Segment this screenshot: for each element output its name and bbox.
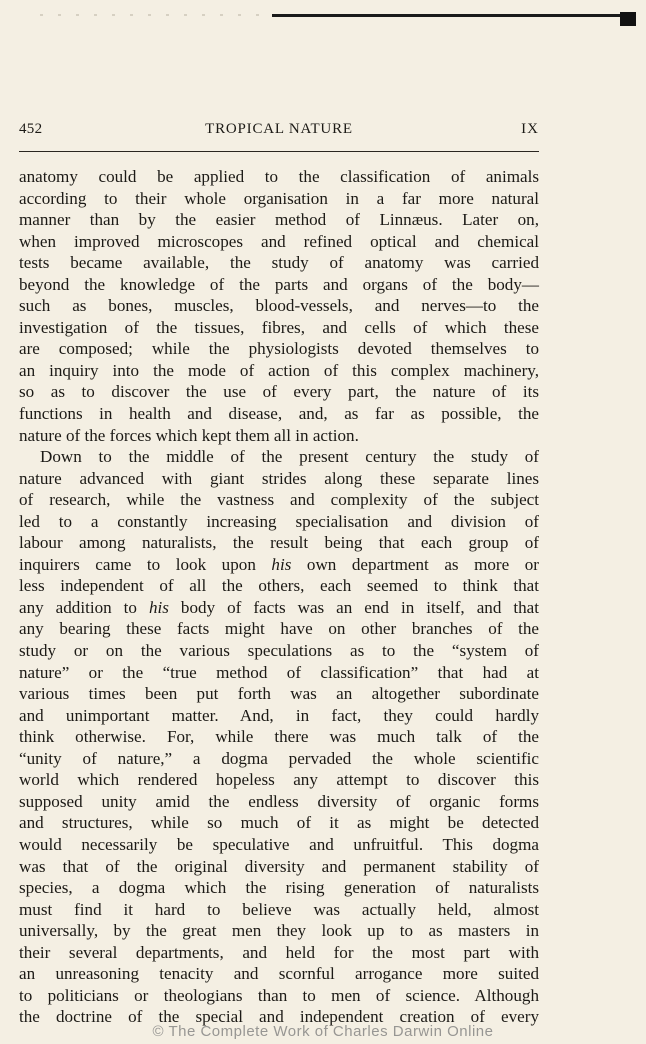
text-line: must find it hard to believe was actually held, almost: [19, 899, 539, 919]
text-line: to politicians or theologians than to men of science. Although: [19, 985, 539, 1005]
text-line: study or on the various speculations as to the “system of: [19, 641, 539, 661]
text-line: nature of the forces which kept them all in action.: [19, 425, 359, 445]
text-line: think otherwise. For, while there was much talk of the: [19, 727, 539, 747]
top-scan-rule-end: [620, 12, 636, 26]
text-line: “unity of nature,” a dogma pervaded the whole scientific: [19, 748, 539, 768]
text-segment: own department as more or: [291, 554, 539, 574]
text-line: [19, 554, 539, 576]
text-line: so as to discover the use of every part, the nature of its: [19, 382, 539, 402]
text-line: Down to the middle of the present century the study of: [40, 447, 539, 467]
text-line: an unreasoning tenacity and scornful arrogance more suited: [19, 964, 539, 984]
text-line: universally, by the great men they look up to as masters in: [19, 921, 539, 941]
emphasis: his: [271, 554, 292, 574]
text-line: various times been put forth was an altogether subordinate: [19, 684, 539, 704]
header-rule: [19, 151, 539, 152]
text-line: manner than by the easier method of Linnæus. Later on,: [19, 210, 539, 230]
text-line: world which rendered hopeless any attempt to discover this: [19, 770, 539, 790]
text-line: are composed; while the physiologists devoted themselves to: [19, 339, 539, 359]
chapter-number: IX: [521, 121, 539, 137]
text-line: was that of the original diversity and permanent stability of: [19, 856, 539, 876]
text-line: nature” or the “true method of classification” that had at: [19, 662, 539, 682]
text-line: supposed unity amid the endless diversity of organic forms: [19, 791, 539, 811]
text-line: their several departments, and held for the most part with: [19, 942, 539, 962]
text-line: anatomy could be applied to the classification of animals: [19, 167, 539, 186]
text-line: would necessarily be speculative and unfruitful. This dogma: [19, 834, 539, 854]
text-segment: any addition to: [19, 597, 149, 617]
text-line: led to a constantly increasing specialisation and division of: [19, 511, 539, 531]
text-line: and unimportant matter. And, in fact, they could hardly: [19, 705, 539, 725]
text-line: less independent of all the others, each seemed to think that: [19, 576, 539, 596]
text-line: species, a dogma which the rising generation of naturalists: [19, 878, 539, 898]
text-line: any bearing these facts might have on other branches of the: [19, 619, 539, 639]
emphasis: his: [148, 597, 169, 617]
text-segment: body of facts was an end in itself, and that: [168, 597, 540, 617]
page-number: 452: [19, 121, 43, 137]
text-line: functions in health and disease, and, as far as possible, the: [19, 404, 539, 424]
text-line: investigation of the tissues, fibres, and cells of which these: [19, 317, 539, 337]
top-scan-rule: [272, 14, 636, 17]
text-segment: inquirers came to look upon: [19, 554, 272, 574]
text-line: nature advanced with giant strides along these separate lines: [19, 468, 539, 488]
page-header: [19, 121, 539, 141]
text-line: an inquiry into the mode of action of this complex machinery,: [19, 360, 539, 380]
text-line: of research, while the vastness and complexity of the subject: [19, 490, 539, 510]
text-line: and structures, while so much of it as might be detected: [19, 813, 539, 833]
watermark: © The Complete Work of Charles Darwin Online: [152, 1023, 494, 1040]
text-line: tests became available, the study of anatomy was carried: [19, 253, 539, 273]
text-line: beyond the knowledge of the parts and organs of the body—: [19, 274, 539, 294]
text-line: when improved microscopes and refined optical and chemical: [19, 231, 539, 251]
running-title: TROPICAL NATURE: [205, 121, 353, 137]
text-line: the doctrine of the special and independent creation of every: [19, 1007, 539, 1027]
text-line: labour among naturalists, the result being that each group of: [19, 533, 539, 553]
text-line: according to their whole organisation in a far more natural: [19, 188, 539, 208]
body-text: [19, 166, 539, 1028]
text-line: [19, 597, 539, 619]
scan-artifact: [40, 14, 270, 16]
text-line: such as bones, muscles, blood-vessels, and nerves—to the: [19, 296, 539, 316]
